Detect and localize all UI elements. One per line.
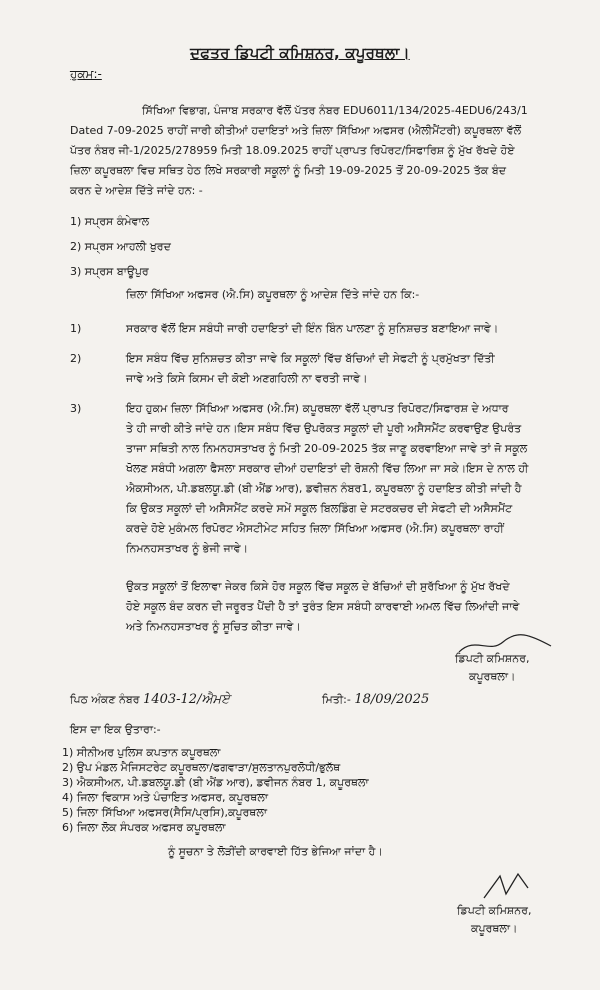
school-list bbox=[70, 212, 171, 287]
copy-recipients bbox=[62, 745, 369, 835]
point-line: ਨਿਮਨਹਸਤਾਖਰ ਨੂੰ ਭੇਜੀ ਜਾਵੇ। bbox=[126, 542, 249, 555]
date-value: 18/09/2025 bbox=[354, 692, 430, 707]
signature-place: ਕਪੂਰਥਲਾ। bbox=[471, 922, 518, 935]
point-line: ਖੋਲਣ ਸਬੰਧੀ ਅਗਲਾ ਫੈਸਲਾ ਸਰਕਾਰ ਦੀਆਂ ਹਦਾਇਤਾਂ ਦੀ ਰੋਸ਼ਨੀ ਵਿੱਚ ਲਿਆ ਜਾ ਸਕੇ।ਇਸ ਦੇ ਨਾਲ ਹੀ bbox=[126, 462, 529, 475]
directive-point bbox=[70, 399, 570, 559]
closing-line: ਹੋਏ ਸਕੂਲ ਬੰਦ ਕਰਨ ਦੀ ਜਰੂਰਤ ਪੈਂਦੀ ਹੈ ਤਾਂ ਤੁਰੰਤ ਇਸ ਸਬੰਧੀ ਕਾਰਵਾਈ ਅਮਲ ਵਿੱਚ ਲਿਆਂਦੀ ਜਾਵੇ bbox=[126, 600, 520, 613]
directive-points bbox=[70, 319, 570, 569]
date-label: ਮਿਤੀ:- bbox=[322, 693, 351, 706]
copy-heading: ਇਸ ਦਾ ਇਕ ਉਤਾਰਾ:- bbox=[70, 723, 161, 736]
point-number: 3) bbox=[70, 402, 82, 415]
copy-recipient: 1) ਸੀਨੀਅਰ ਪੁਲਿਸ ਕਪਤਾਨ ਕਪੂਰਥਲਾ bbox=[62, 746, 221, 759]
order-label: ਹੁਕਮ:- bbox=[70, 67, 102, 81]
point-line: ਇਸ ਸਬੰਧ ਵਿੱਚ ਸੁਨਿਸ਼ਚਤ ਕੀਤਾ ਜਾਵੇ ਕਿ ਸਕੂਲਾਂ ਵਿੱਚ ਬੱਚਿਆਂ ਦੀ ਸੇਫਟੀ ਨੂੰ ਪ੍ਰਮੁੱਖਤਾ ਦਿੱਤੀ bbox=[126, 352, 495, 365]
copy-recipient: 2) ਉਪ ਮੰਡਲ ਮੈਜਿਸਟਰੇਟ ਕਪੂਰਥਲਾ/ਫਗਵਾੜਾ/ਸੁਲਤਾਨਪੁਰਲੋਧੀ/ਭੁਲੱਥ bbox=[62, 761, 341, 774]
intro-line: ਸਿੱਖਿਆ ਵਿਭਾਗ, ਪੰਜਾਬ ਸਰਕਾਰ ਵੱਲੋਂ ਪੱਤਰ ਨੰਬਰ EDU6011/134/2025-4EDU6/243/1 bbox=[142, 104, 528, 117]
directive-point bbox=[70, 319, 570, 339]
office-title: ਦਫਤਰ ਡਿਪਟੀ ਕਮਿਸ਼ਨਰ, ਕਪੂਰਥਲਾ। bbox=[190, 44, 410, 62]
intro-line: Dated 7-09-2025 ਰਾਹੀਂ ਜਾਰੀ ਕੀਤੀਆਂ ਹਦਾਇਤਾਂ ਅਤੇ ਜ਼ਿਲਾ ਸਿੱਖਿਆ ਅਫਸਰ (ਐਲੀਮੈਂਟਰੀ) ਕਪੂਰਥਲਾ ਵੱਲੋਂ bbox=[70, 124, 522, 137]
order-directive: ਜ਼ਿਲਾ ਸਿੱਖਿਆ ਅਫਸਰ (ਐ.ਸਿ) ਕਪੂਰਥਲਾ ਨੂੰ ਆਦੇਸ਼ ਦਿੱਤੇ ਜਾਂਦੇ ਹਨ ਕਿ:- bbox=[126, 288, 420, 301]
footer-note: ਨੂੰ ਸੂਚਨਾ ਤੇ ਲੋੜੀਂਦੀ ਕਾਰਵਾਈ ਹਿੱਤ ਭੇਜਿਆ ਜਾਂਦਾ ਹੈ। bbox=[168, 845, 383, 858]
signature-title: ਡਿਪਟੀ ਕਮਿਸ਼ਨਰ, bbox=[457, 904, 532, 917]
point-line: ਇਹ ਹੁਕਮ ਜ਼ਿਲਾ ਸਿੱਖਿਆ ਅਫਸਰ (ਐ.ਸਿ) ਕਪੂਰਥਲਾ ਵੱਲੋਂ ਪ੍ਰਾਪਤ ਰਿਪੋਰਟ/ਸਿਫਾਰਸ਼ ਦੇ ਅਧਾਰ bbox=[126, 402, 509, 415]
point-line: ਸਰਕਾਰ ਵੱਲੋਂ ਇਸ ਸਬੰਧੀ ਜਾਰੀ ਹਦਾਇਤਾਂ ਦੀ ਇੰਨ ਬਿੰਨ ਪਾਲਣਾ ਨੂੰ ਸੁਨਿਸ਼ਚਤ ਬਣਾਇਆ ਜਾਵੇ। bbox=[126, 322, 499, 335]
point-line: ਐਕਸੀਅਨ, ਪੀ.ਡਬਲਯੂ.ਡੀ (ਬੀ ਐਂਡ ਆਰ), ਡਵੀਜ਼ਨ ਨੰਬਰ1, ਕਪੂਰਥਲਾ ਨੂੰ ਹਦਾਇਤ ਕੀਤੀ ਜਾਂਦੀ ਹੈ bbox=[126, 482, 522, 495]
intro-paragraph bbox=[70, 101, 570, 201]
closing-line: ਉਕਤ ਸਕੂਲਾਂ ਤੋਂ ਇਲਾਵਾ ਜੇਕਰ ਕਿਸੇ ਹੋਰ ਸਕੂਲ ਵਿੱਚ ਸਕੂਲ ਦੇ ਬੱਚਿਆਂ ਦੀ ਸੁਰੱਖਿਆ ਨੂੰ ਮੁੱਖ ਰੱਖਦੇ bbox=[126, 580, 510, 593]
school-item: 2) ਸਪ੍ਰਸ ਆਹਲੀ ਖੁਰਦ bbox=[70, 240, 171, 253]
closing-paragraph bbox=[126, 577, 570, 637]
intro-line: ਪੱਤਰ ਨੰਬਰ ਜੀ-1/2025/278959 ਮਿਤੀ 18.09.2025 ਰਾਹੀਂ ਪ੍ਰਾਪਤ ਰਿਪੋਰਟ/ਸਿਫਾਰਿਸ਼ ਨੂੰ ਮੁੱਖ ਰੱਖਦੇ ਹੋਏ bbox=[70, 144, 515, 157]
copy-recipient: 4) ਜਿਲਾ ਵਿਕਾਸ ਅਤੇ ਪੰਚਾਇਤ ਅਫਸਰ, ਕਪੂਰਥਲਾ bbox=[62, 791, 268, 804]
reference-label: ਪਿਠ ਅੰਕਣ ਨੰਬਰ bbox=[70, 693, 140, 706]
school-item: 1) ਸਪ੍ਰਸ ਕੰਮੇਵਾਲ bbox=[70, 215, 150, 228]
signature-block bbox=[455, 650, 529, 686]
reference-value: 1403-12/ਐਮਏ bbox=[143, 692, 230, 707]
intro-line: ਕਰਨ ਦੇ ਆਦੇਸ਼ ਦਿੱਤੇ ਜਾਂਦੇ ਹਨ: - bbox=[70, 184, 203, 197]
directive-point bbox=[70, 349, 570, 389]
signature-block bbox=[457, 902, 531, 938]
intro-line: ਜ਼ਿਲਾ ਕਪੂਰਥਲਾ ਵਿਚ ਸਥਿਤ ਹੇਠ ਲਿਖੇ ਸਰਕਾਰੀ ਸਕੂਲਾਂ ਨੂੰ ਮਿਤੀ 19-09-2025 ਤੋਂ 20-09-2025 ਤੱਕ ਬੰਦ bbox=[70, 164, 507, 177]
point-number: 2) bbox=[70, 352, 82, 365]
point-line: ਕਰਦੇ ਹੋਏ ਮੁਕੰਮਲ ਰਿਪੋਰਟ ਐਸਟੀਮੇਟ ਸਹਿਤ ਜ਼ਿਲਾ ਸਿੱਖਿਆ ਅਫਸਰ (ਐ.ਸਿ) ਕਪੂਰਥਲਾ ਰਾਹੀਂ bbox=[126, 522, 504, 535]
issue-date bbox=[322, 692, 429, 707]
point-number: 1) bbox=[70, 322, 82, 335]
closing-line: ਅਤੇ ਨਿਮਨਹਸਤਾਖਰ ਨੂੰ ਸੂਚਿਤ ਕੀਤਾ ਜਾਵੇ। bbox=[126, 620, 301, 633]
copy-recipient: 6) ਜਿਲਾ ਲੋਕ ਸੰਪਰਕ ਅਫਸਰ ਕਪੂਰਥਲਾ bbox=[62, 821, 226, 834]
copy-recipient: 5) ਜਿਲਾ ਸਿੱਖਿਆ ਅਫਸਰ(ਸੈਸਿ/ਪ੍ਰਸਿ),ਕਪੂਰਥਲਾ bbox=[62, 806, 267, 819]
point-line: ਕਿ ਉਕਤ ਸਕੂਲਾਂ ਦੀ ਅਸੈਸਮੈਂਟ ਕਰਦੇ ਸਮੇਂ ਸਕੂਲ ਬਿਲਡਿੰਗ ਦੇ ਸਟਰਕਚਰ ਦੀ ਸੇਫਟੀ ਦੀ ਅਸੈਸਮੈਂਟ bbox=[126, 502, 513, 515]
signature-scribble bbox=[478, 868, 538, 904]
school-item: 3) ਸਪ੍ਰਸ ਬਾਊਪੁਰ bbox=[70, 265, 149, 278]
reference-number bbox=[70, 692, 230, 707]
point-line: ਜਾਵੇ ਅਤੇ ਕਿਸੇ ਕਿਸਮ ਦੀ ਕੋਈ ਅਣਗਹਿਲੀ ਨਾ ਵਰਤੀ ਜਾਵੇ। bbox=[126, 372, 368, 385]
signature-place: ਕਪੂਰਥਲਾ। bbox=[469, 670, 516, 683]
signature-title: ਡਿਪਟੀ ਕਮਿਸ਼ਨਰ, bbox=[455, 652, 530, 665]
copy-recipient: 3) ਐਕਸੀਅਨ, ਪੀ.ਡਬਲਯੂ.ਡੀ (ਬੀ ਐਂਡ ਆਰ), ਡਵੀਜਨ ਨੰਬਰ 1, ਕਪੂਰਥਲਾ bbox=[62, 776, 369, 789]
point-line: ਤੇ ਹੀ ਜਾਰੀ ਕੀਤੇ ਜਾਂਦੇ ਹਨ।ਇਸ ਸਬੰਧ ਵਿੱਚ ਉਪਰੋਕਤ ਸਕੂਲਾਂ ਦੀ ਪੂਰੀ ਅਸੈਸਮੈਂਟ ਕਰਵਾਉਣ ਉਪਰੰਤ bbox=[126, 422, 522, 435]
point-line: ਤਾਜਾ ਸਥਿਤੀ ਨਾਲ ਨਿਮਨਹਸਤਾਖਰ ਨੂੰ ਮਿਤੀ 20-09-2025 ਤੱਕ ਜਾਣੂ ਕਰਵਾਇਆ ਜਾਵੇ ਤਾਂ ਜੋ ਸਕੂਲ bbox=[126, 442, 528, 455]
